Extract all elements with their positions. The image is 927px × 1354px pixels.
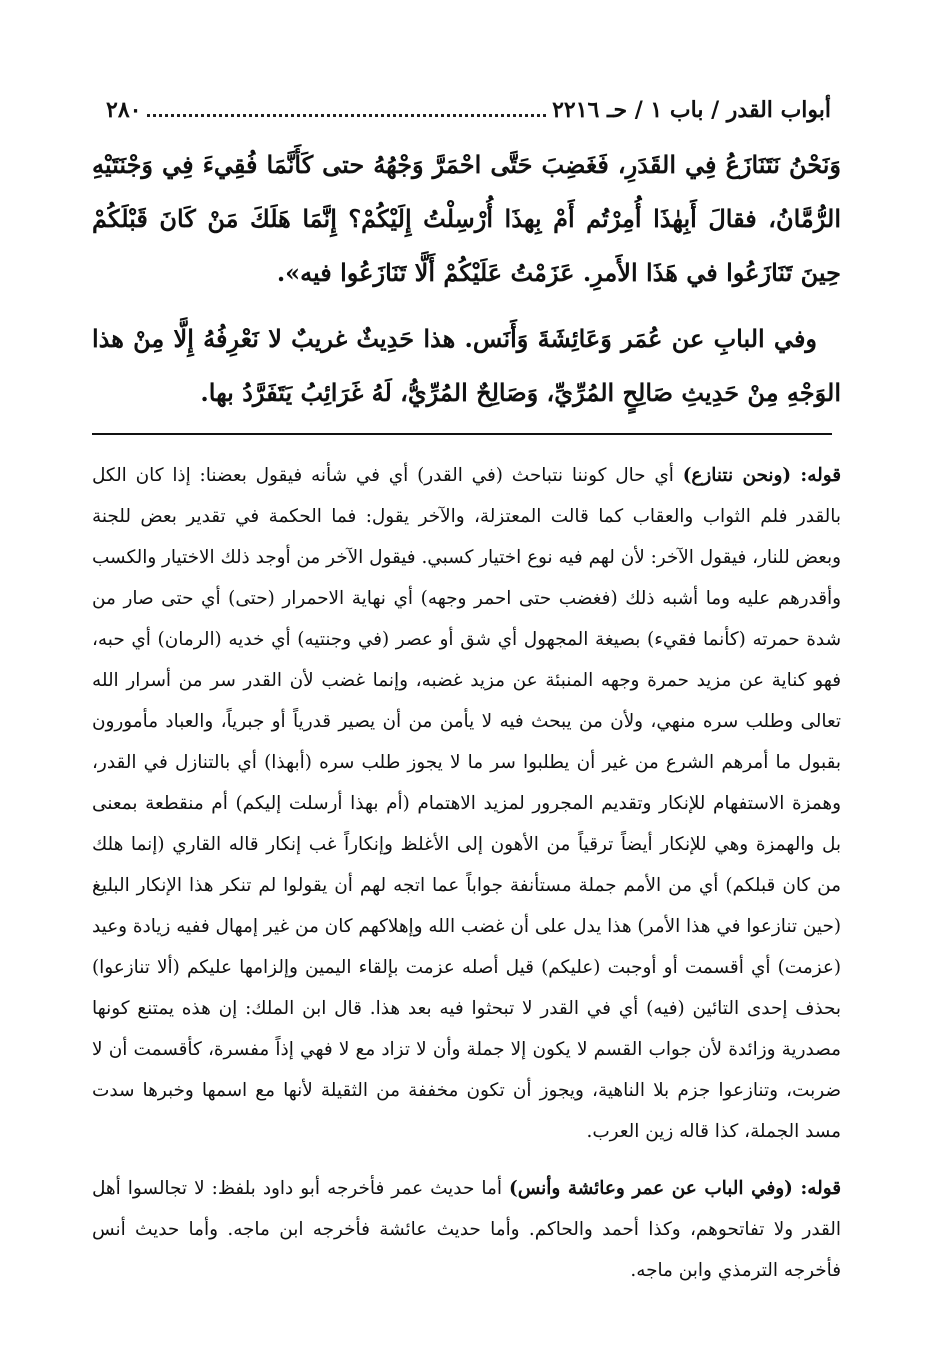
- header-title: أبواب القدر / باب ١ / حـ ٢٢١٦: [552, 97, 831, 123]
- hadith-paragraph-2: وفي البابِ عن عُمَر وَعَائِشَةَ وَأَنَس. هذا حَدِيثٌ غريبٌ لا نَعْرِفُهُ إِلَّا مِنْ هذا الوَجْهِ مِنْ حَدِيثِ صَالِحٍ المُرِّيِّ، وَصَالِحٌ المُرِّيُّ، لَهُ غَرَائِبُ يَتَفَرَّدُ بها.: [92, 324, 841, 407]
- separator-rule: [92, 433, 832, 435]
- commentary-2-lead: قوله: (وفي الباب عن عمر وعائشة وأنس): [509, 1178, 841, 1199]
- commentary-1-body: أي حال كوننا نتباحث (في القدر) أي في شأنه فيقول بعضنا: إذا كان الكل بالقدر فلم الثواب والعقاب كما قالت المعتزلة، والآخر يقول: فما الحكمة في تقدير بعض للجنة وبعض للنار، فيقول الآخر: لأن لهم فيه نوع اختيار كسبي. فيقول الآخر من أوجد ذلك الاختيار والكسب وأقدرهم عليه وما أشبه ذلك (فغضب حتى احمر وجهه) أي نهاية الاحمرار (حتى) أي حتى صار من شدة حمرته (كأنما فقيء) بصيغة المجهول أي شق أو عصر (في وجنتيه) أي خديه (الرمان) أي حبه، فهو كناية عن مزيد حمرة وجهه المنبئة عن مزيد غضبه، وإنما غضب لأن القدر سر من أسرار الله تعالى وطلب سره منهي، ولأن من يبحث فيه لا يأمن من أن يصير قدرياً أو جبرياً، والعباد مأمورون بقبول ما أمرهم الشرع من غير أن يطلبوا سر ما لا يجوز طلب سره (أبهذا) أي بالتنازل في القدر، وهمزة الاستفهام للإنكار وتقديم المجرور لمزيد الاهتمام (أم بهذا أرسلت إليكم) أم منقطعة بمعنى بل والهمزة وهي للإنكار أيضاً ترقياً من الأهون إلى الأغلظ وإنكاراً غب إنكار قاله القاري (إنما هلك من كان قبلكم) أي من الأمم جملة مستأنفة جواباً عما اتجه لهم أن يقولوا لم تنكر هذا الإنكار البليغ (حين تنازعوا في هذا الأمر) هذا يدل على أن غضب الله وإهلاكهم كان من غير إمهال ففيه زيادة وعيد (عزمت) أي أقسمت أو أوجبت (عليكم) قيل أصله عزمت بإلقاء اليمين وإلزامها عليكم (ألا تنازعوا) بحذف إحدى التائين (فيه) أي في القدر لا تبحثوا فيه بعد هذا. قال ابن الملك: إن هذه يمتنع كونها مصدرية وزائدة لأن جواب القسم لا يكون إلا جملة وأن لا تزاد مع لا فهي إذاً مفسرة، كأقسمت أن لا ضربت، وتنازعوا جزم بلا الناهية، ويجوز أن تكون مخففة من الثقيلة لأنها مع اسمها وخبرها سدت مسد الجملة، كذا قاله زين العرب.: [91, 465, 841, 1142]
- running-header: [92, 92, 839, 128]
- commentary-paragraph-1: [92, 455, 841, 1152]
- header-dot-leader: [147, 104, 546, 117]
- commentary-text: [92, 455, 841, 1291]
- hadith-paragraph-1: وَنَحْنُ نَتَنَازَعُ فِي القَدَرِ، فَغَضِبَ حَتَّى احْمَرَّ وَجْهُهُ حتى كَأَنَّمَا فُقِيءَ فِي وَجْنَتَيْهِ الرُّمَّانُ، فقالَ أَبِهٰذَا أُمِرْتُم أَمْ بِهذَا أُرْسِلْتُ إِلَيْكُمْ؟ إِنَّمَا هَلَكَ مَنْ كَانَ قَبْلَكُمْ حِينَ تَنَازَعُوا في هَذَا الأَمرِ. عَزَمْتُ عَلَيْكُمْ أَلَّا تَنَازَعُوا فيه».: [92, 150, 841, 287]
- page-number: ٢٨٠: [106, 97, 142, 123]
- commentary-2-body: أما حديث عمر فأخرجه أبو داود بلفظ: لا تجالسوا أهل القدر ولا تفاتحوهم، وكذا أحمد والحاكم. وأما حديث عائشة فأخرجه ابن ماجه. وأما حديث أنس فأخرجه الترمذي وابن ماجه.: [92, 1178, 841, 1281]
- commentary-1-lead: قوله: (ونحن نتنازع): [682, 465, 841, 486]
- hadith-text: [92, 138, 841, 420]
- commentary-paragraph-2: [92, 1168, 841, 1291]
